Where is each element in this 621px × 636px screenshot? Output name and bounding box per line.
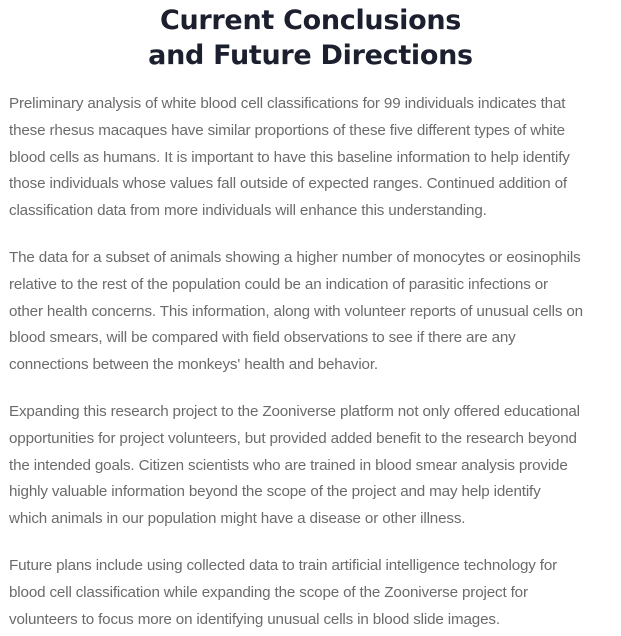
paragraph-line: blood cell classification while expanding the scope of the Zooniverse project for <box>9 583 528 601</box>
paragraph-future-plans <box>9 553 615 633</box>
paragraph-line: classification data from more individuals will enhance this understanding. <box>9 202 487 220</box>
paragraph-line: relative to the rest of the population could be an indication of parasitic infections or <box>9 275 548 293</box>
paragraph-line: blood smears, will be compared with field observations to see if there are any <box>9 329 516 347</box>
page-title-line-1: Current Conclusions <box>159 5 462 36</box>
paragraph-zooniverse-expansion <box>9 399 615 533</box>
paragraph-line: Preliminary analysis of white blood cell classifications for 99 individuals indicates that <box>9 95 566 112</box>
paragraph-line: those individuals whose values fall outside of expected ranges. Continued addition of <box>9 175 567 193</box>
paragraph-line: which animals in our population might have a disease or other illness. <box>9 510 466 528</box>
paragraph-line: opportunities for project volunteers, but provided added benefit to the research beyond <box>9 429 577 447</box>
paragraph-line: Expanding this research project to the Zooniverse platform not only offered educational <box>9 403 580 420</box>
paragraph-line: highly valuable information beyond the scope of the project and may help identify <box>9 483 541 501</box>
paragraph-line: blood cells as humans. It is important to have this baseline information to help identify <box>9 148 570 166</box>
paragraph-line: the intended goals. Citizen scientists who are trained in blood smear analysis provide <box>9 456 568 474</box>
paragraph-preliminary-analysis <box>9 91 615 225</box>
page-title <box>0 3 621 73</box>
paragraph-line: The data for a subset of animals showing a higher number of monocytes or eosinophils <box>9 249 581 266</box>
paragraph-line: volunteers to focus more on identifying unusual cells in blood slide images. <box>9 610 500 628</box>
paragraph-line: Future plans include using collected data to train artificial intelligence technology for <box>9 557 558 574</box>
page-title-line-2: and Future Directions <box>148 40 473 71</box>
paragraph-line: these rhesus macaques have similar proportions of these five different types of white <box>9 121 565 139</box>
paragraph-line: other health concerns. This information, along with volunteer reports of unusual cells on <box>9 302 583 320</box>
paragraph-subset-data <box>9 245 615 379</box>
paragraph-line: connections between the monkeys' health and behavior. <box>9 356 378 374</box>
